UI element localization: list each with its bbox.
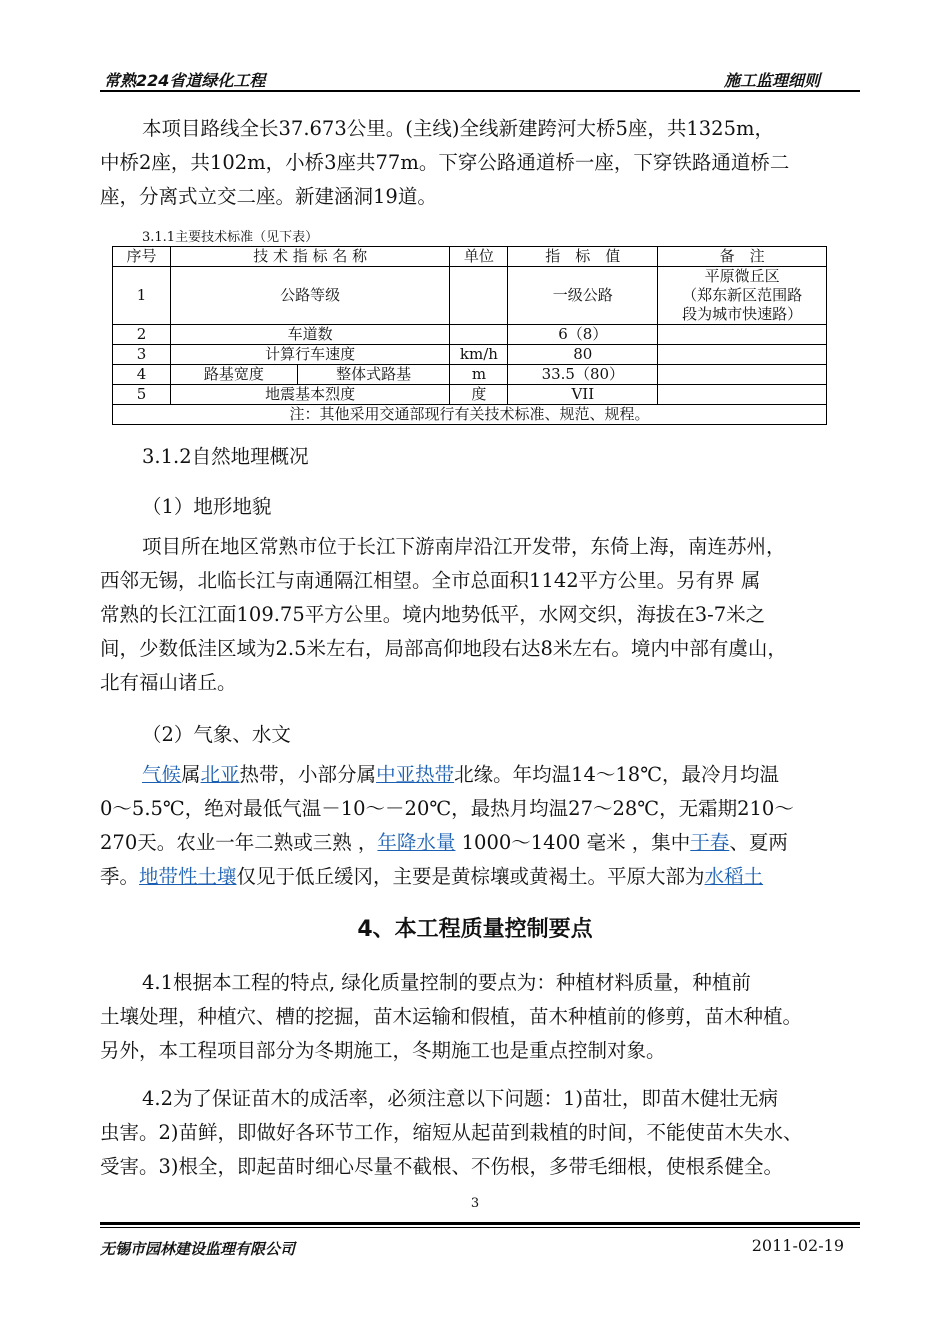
text-line: 西邻无锡，北临长江与南通隔江相望。全市总面积1142平方公里。另有界 属	[100, 569, 761, 592]
text-line: 座，分离式立交二座。新建涵洞19道。	[100, 185, 437, 208]
heading-text: （2）气象、水文	[142, 723, 291, 746]
text-line: 受害。3)根全，即起苗时细心尽量不截根、不伤根，多带毛细根，使根系健全。	[100, 1155, 784, 1178]
page-number: 3	[470, 1196, 480, 1211]
text-line: 虫害。2)苗鲜，即做好各环节工作，缩短从起苗到栽植的时间，不能使苗木失水、	[100, 1121, 803, 1144]
col-header-note: 备 注	[658, 247, 827, 267]
cell-value: VII	[508, 385, 658, 405]
cell-value: 6（8）	[508, 325, 658, 345]
header-rule	[100, 90, 860, 92]
link-zonal-soil[interactable]: 地带性土壤	[139, 865, 237, 888]
text-run: 季。	[100, 865, 140, 888]
text-run: 热带，小部分属	[239, 763, 377, 786]
text-line	[100, 860, 860, 894]
cell-name: 公路等级	[170, 267, 450, 325]
note-line: 段为城市快速路）	[682, 305, 803, 323]
table-caption: 3.1.1主要技术标准（见下表）	[142, 230, 319, 245]
text-line: 中桥2座，共102m，小桥3座共77m。下穿公路通道桥一座，下穿铁路通道桥二	[100, 151, 790, 174]
note-line: 平原微丘区	[704, 267, 780, 285]
link-paddy-soil[interactable]: 水稻土	[704, 865, 764, 888]
heading-text: （1）地形地貌	[142, 495, 272, 518]
section-4-title: 4、本工程质量控制要点	[357, 917, 593, 942]
cell-note	[658, 345, 827, 365]
section-4-2-paragraph	[100, 1082, 860, 1184]
section-4-1-paragraph	[100, 966, 860, 1068]
col-header-unit: 单位	[450, 247, 508, 267]
footer-company: 无锡市园林建设监理有限公司	[100, 1240, 296, 1258]
cell-name: 地震基本烈度	[170, 385, 450, 405]
footer-rule-thin	[100, 1227, 860, 1228]
text-line	[100, 758, 860, 792]
cell-value: 一级公路	[508, 267, 658, 325]
page-header	[100, 66, 860, 90]
cell-value: 80	[508, 345, 658, 365]
text-line	[100, 826, 860, 860]
link-north-subtropic[interactable]: 北亚	[200, 763, 240, 786]
cell-note	[658, 385, 827, 405]
link-climate[interactable]: 气候	[142, 763, 182, 786]
tech-standards-table	[112, 246, 827, 425]
link-mid-subtropic[interactable]: 中亚热带	[376, 763, 455, 786]
section-heading-312	[100, 440, 860, 474]
cell-no: 4	[113, 365, 171, 385]
table-row	[113, 345, 827, 365]
cell-unit: 度	[450, 385, 508, 405]
text-line: 间，少数低洼区域为2.5米左右，局部高仰地段右达8米左右。境内中部有虞山，	[100, 637, 787, 660]
table-footnote: 注：其他采用交通部现行有关技术标准、规范、规程。	[113, 405, 827, 425]
table-row	[113, 385, 827, 405]
text-run: 北缘。年均温14～18℃，最冷月均温	[454, 763, 780, 786]
table-row	[113, 365, 827, 385]
cell-note	[658, 365, 827, 385]
cell-name: 计算行车速度	[170, 345, 450, 365]
table-row	[113, 267, 827, 325]
text-run: 、夏两	[729, 831, 788, 854]
col-header-value: 指 标 值	[508, 247, 658, 267]
cell-unit: km/h	[450, 345, 508, 365]
heading-text: 3.1.2自然地理概况	[142, 445, 309, 468]
text-line: 土壤处理，种植穴、槽的挖掘，苗木运输和假植，苗木种植前的修剪，苗木种植。	[100, 1005, 803, 1028]
text-line: 4.2为了保证苗木的成活率，必须注意以下问题：1)苗壮，即苗木健壮无病	[142, 1087, 779, 1110]
text-line: 常熟的长江江面109.75平方公里。境内地势低平，水网交织，海拔在3-7米之	[100, 603, 766, 626]
cell-no: 3	[113, 345, 171, 365]
terrain-paragraph	[100, 530, 860, 700]
cell-unit: m	[450, 365, 508, 385]
cell-unit	[450, 267, 508, 325]
cell-name-b: 整体式路基	[297, 365, 450, 385]
text-line: 另外，本工程项目部分为冬期施工，冬期施工也是重点控制对象。	[100, 1039, 666, 1062]
text-run: 仅见于低丘缓冈，主要是黄棕壤或黄褐土。平原大部为	[236, 865, 705, 888]
col-header-no: 序号	[113, 247, 171, 267]
subheading-terrain	[100, 490, 860, 524]
cell-name: 车道数	[170, 325, 450, 345]
cell-no: 1	[113, 267, 171, 325]
table-header-row	[113, 247, 827, 267]
cell-name-a: 路基宽度	[170, 365, 297, 385]
text-line: 项目所在地区常熟市位于长江下游南岸沿江开发带，东倚上海，南连苏州，	[142, 535, 786, 558]
text-line: 0～5.5℃，绝对最低气温－10～－20℃，最热月均温27～28℃，无霜期210～	[100, 797, 794, 820]
cell-note	[658, 325, 827, 345]
cell-value: 33.5（80）	[508, 365, 658, 385]
cell-no: 2	[113, 325, 171, 345]
cell-note	[658, 267, 827, 325]
cell-unit	[450, 325, 508, 345]
cell-no: 5	[113, 385, 171, 405]
header-doc-title: 施工监理细则	[723, 71, 820, 90]
table-footnote-row	[113, 405, 827, 425]
climate-paragraph	[100, 758, 860, 894]
note-line: （郑东新区范围路	[682, 286, 803, 304]
text-line: 北有福山诸丘。	[100, 671, 237, 694]
table-row	[113, 325, 827, 345]
link-annual-precipitation[interactable]: 年降水量	[377, 831, 456, 854]
text-run: 1000～1400 毫米 ，集中	[455, 831, 691, 854]
intro-paragraph	[100, 112, 860, 214]
col-header-name: 技 术 指 标 名 称	[170, 247, 450, 267]
link-spring[interactable]: 于春	[690, 831, 730, 854]
header-project-title: 常熟224省道绿化工程	[104, 71, 266, 90]
text-line: 本项目路线全长37.673公里。(主线)全线新建跨河大桥5座，共1325m，	[142, 117, 774, 140]
subheading-climate	[100, 718, 860, 752]
text-line: 4.1根据本工程的特点, 绿化质量控制的要点为：种植材料质量，种植前	[142, 971, 751, 994]
footer-rule-thick	[100, 1222, 860, 1225]
text-run: 270天。农业一年二熟或三熟 ，	[100, 831, 378, 854]
footer-date: 2011-02-19	[751, 1236, 844, 1255]
text-run: 属	[181, 763, 201, 786]
